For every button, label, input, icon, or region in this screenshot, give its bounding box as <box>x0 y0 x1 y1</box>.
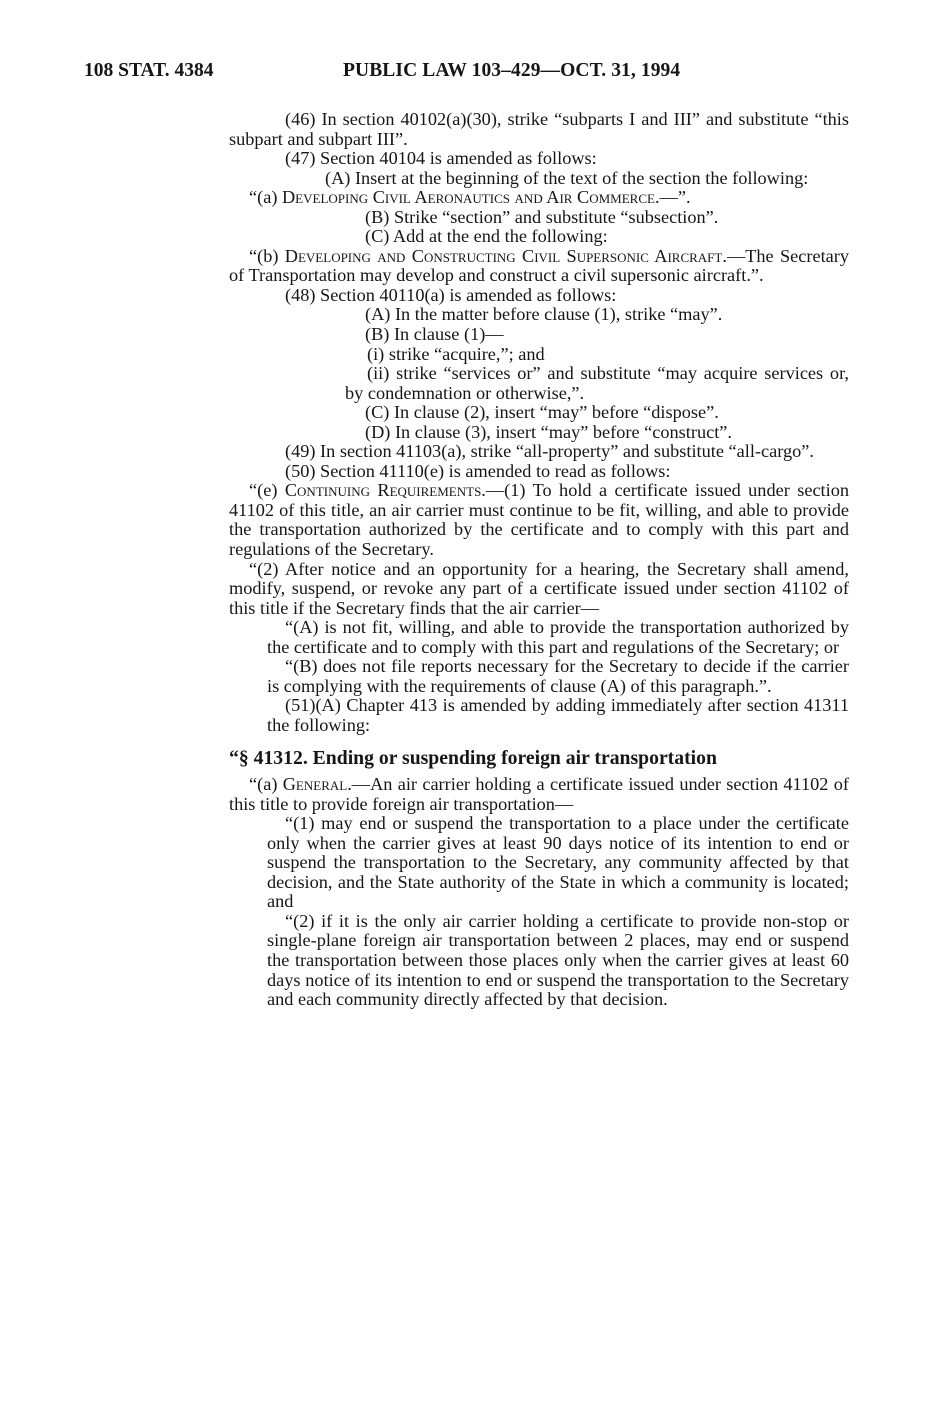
paragraph-48: (48) Section 40110(a) is amended as follows: <box>285 284 617 305</box>
quote-open: “(e) <box>249 480 285 501</box>
page-header <box>0 60 939 90</box>
subsection-heading: Developing and Constructing Civil Supersonic Aircraft. <box>284 245 727 266</box>
quote-open: “(a) <box>249 187 282 208</box>
quoted-paragraph-a-2: “(2) if it is the only air carrier holding a certificate to provide non-stop or single-plane foreign air transportation between 2 places, may end or suspend the transportation between those places only when the carrier gives at least 60 days notice of its intention to end or suspend the transportation to the Secretary and each community directly affected by that decision. <box>267 910 849 1010</box>
quoted-paragraph-a-1: “(1) may end or suspend the transportation to a place under the certificate only when the carrier gives at least 90 days notice of its intention to end or suspend the transportation to the Secretary, any community affected by that decision, and the State authority of the State in which a community is located; and <box>267 813 849 912</box>
paragraph-51: (51)(A) Chapter 413 is amended by adding immediately after section 41311 the following: <box>267 695 849 735</box>
paragraph-48-b-ii: (ii) strike “services or” and substitute “may acquire services or, by condemnation or otherwise,”. <box>345 363 849 403</box>
paragraph-49: (49) In section 41103(a), strike “all-property” and substitute “all-cargo”. <box>285 441 814 462</box>
subsection-heading: General. <box>282 774 352 795</box>
quoted-subsection-47-a <box>229 188 849 208</box>
subsection-text: —The Secretary of Transportation may develop and construct a civil supersonic aircraft.”. <box>229 245 849 286</box>
paragraph-48-b: (B) In clause (1)— <box>365 324 504 345</box>
paragraph-47-a: (A) Insert at the beginning of the text of the section the following: <box>325 167 809 188</box>
subsection-text: —An air carrier holding a certificate issued under section 41102 of this title to provide foreign air transportation— <box>229 774 849 814</box>
paragraph-47-c: (C) Add at the end the following: <box>365 226 608 247</box>
paragraph-47: (47) Section 40104 is amended as follows: <box>285 148 597 169</box>
paragraph-50: (50) Section 41110(e) is amended to read as follows: <box>285 460 671 481</box>
quote-open: “(b) <box>249 245 285 266</box>
quoted-clause-50-e-2-b: “(B) does not file reports necessary for the Secretary to decide if the carrier is complying with the requirements of clause (A) of this paragraph.”. <box>267 656 849 696</box>
quoted-clause-50-e-2-a: “(A) is not fit, willing, and able to provide the transportation authorized by the certificate and to comply with this part and regulations of the Secretary; or <box>267 617 849 657</box>
paragraph-48-d: (D) In clause (3), insert “may” before “construct”. <box>365 421 732 442</box>
subsection-text: —(1) To hold a certificate issued under section 41102 of this title, an air carrier must continue to be fit, willing, and able to provide the transportation authorized by the certificate and to comply with this part and regulations of the Secretary. <box>229 480 849 560</box>
paragraph-47-b: (B) Strike “section” and substitute “subsection”. <box>365 206 719 227</box>
paragraph-46: (46) In section 40102(a)(30), strike “subparts I and III” and substitute “this subpart and subpart III”. <box>229 109 849 149</box>
quoted-subsection-a <box>229 775 849 814</box>
quoted-subsection-50-e <box>229 481 849 559</box>
paragraph-48-a: (A) In the matter before clause (1), strike “may”. <box>365 304 723 325</box>
subsection-heading: Continuing Requirements. <box>284 480 486 501</box>
quoted-paragraph-50-e-2: “(2) After notice and an opportunity for a hearing, the Secretary shall amend, modify, suspend, or revoke any part of a certificate issued under section 41102 of this title if the Secretary finds that the air carrier— <box>229 558 849 618</box>
quote-close: —”. <box>659 187 691 208</box>
quoted-subsection-47-c <box>229 247 849 286</box>
section-heading: “§ 41312. Ending or suspending foreign air transportation <box>229 746 717 769</box>
public-law-title: PUBLIC LAW 103–429—OCT. 31, 1994 <box>343 60 681 81</box>
statute-page-number: 108 STAT. 4384 <box>84 60 214 81</box>
document-body <box>229 110 849 1010</box>
quote-open: “(a) <box>249 774 283 795</box>
paragraph-48-b-i: (i) strike “acquire,”; and <box>367 343 545 364</box>
paragraph-48-c: (C) In clause (2), insert “may” before “dispose”. <box>365 402 719 423</box>
subsection-heading: Developing Civil Aeronautics and Air Commerce. <box>281 187 660 208</box>
